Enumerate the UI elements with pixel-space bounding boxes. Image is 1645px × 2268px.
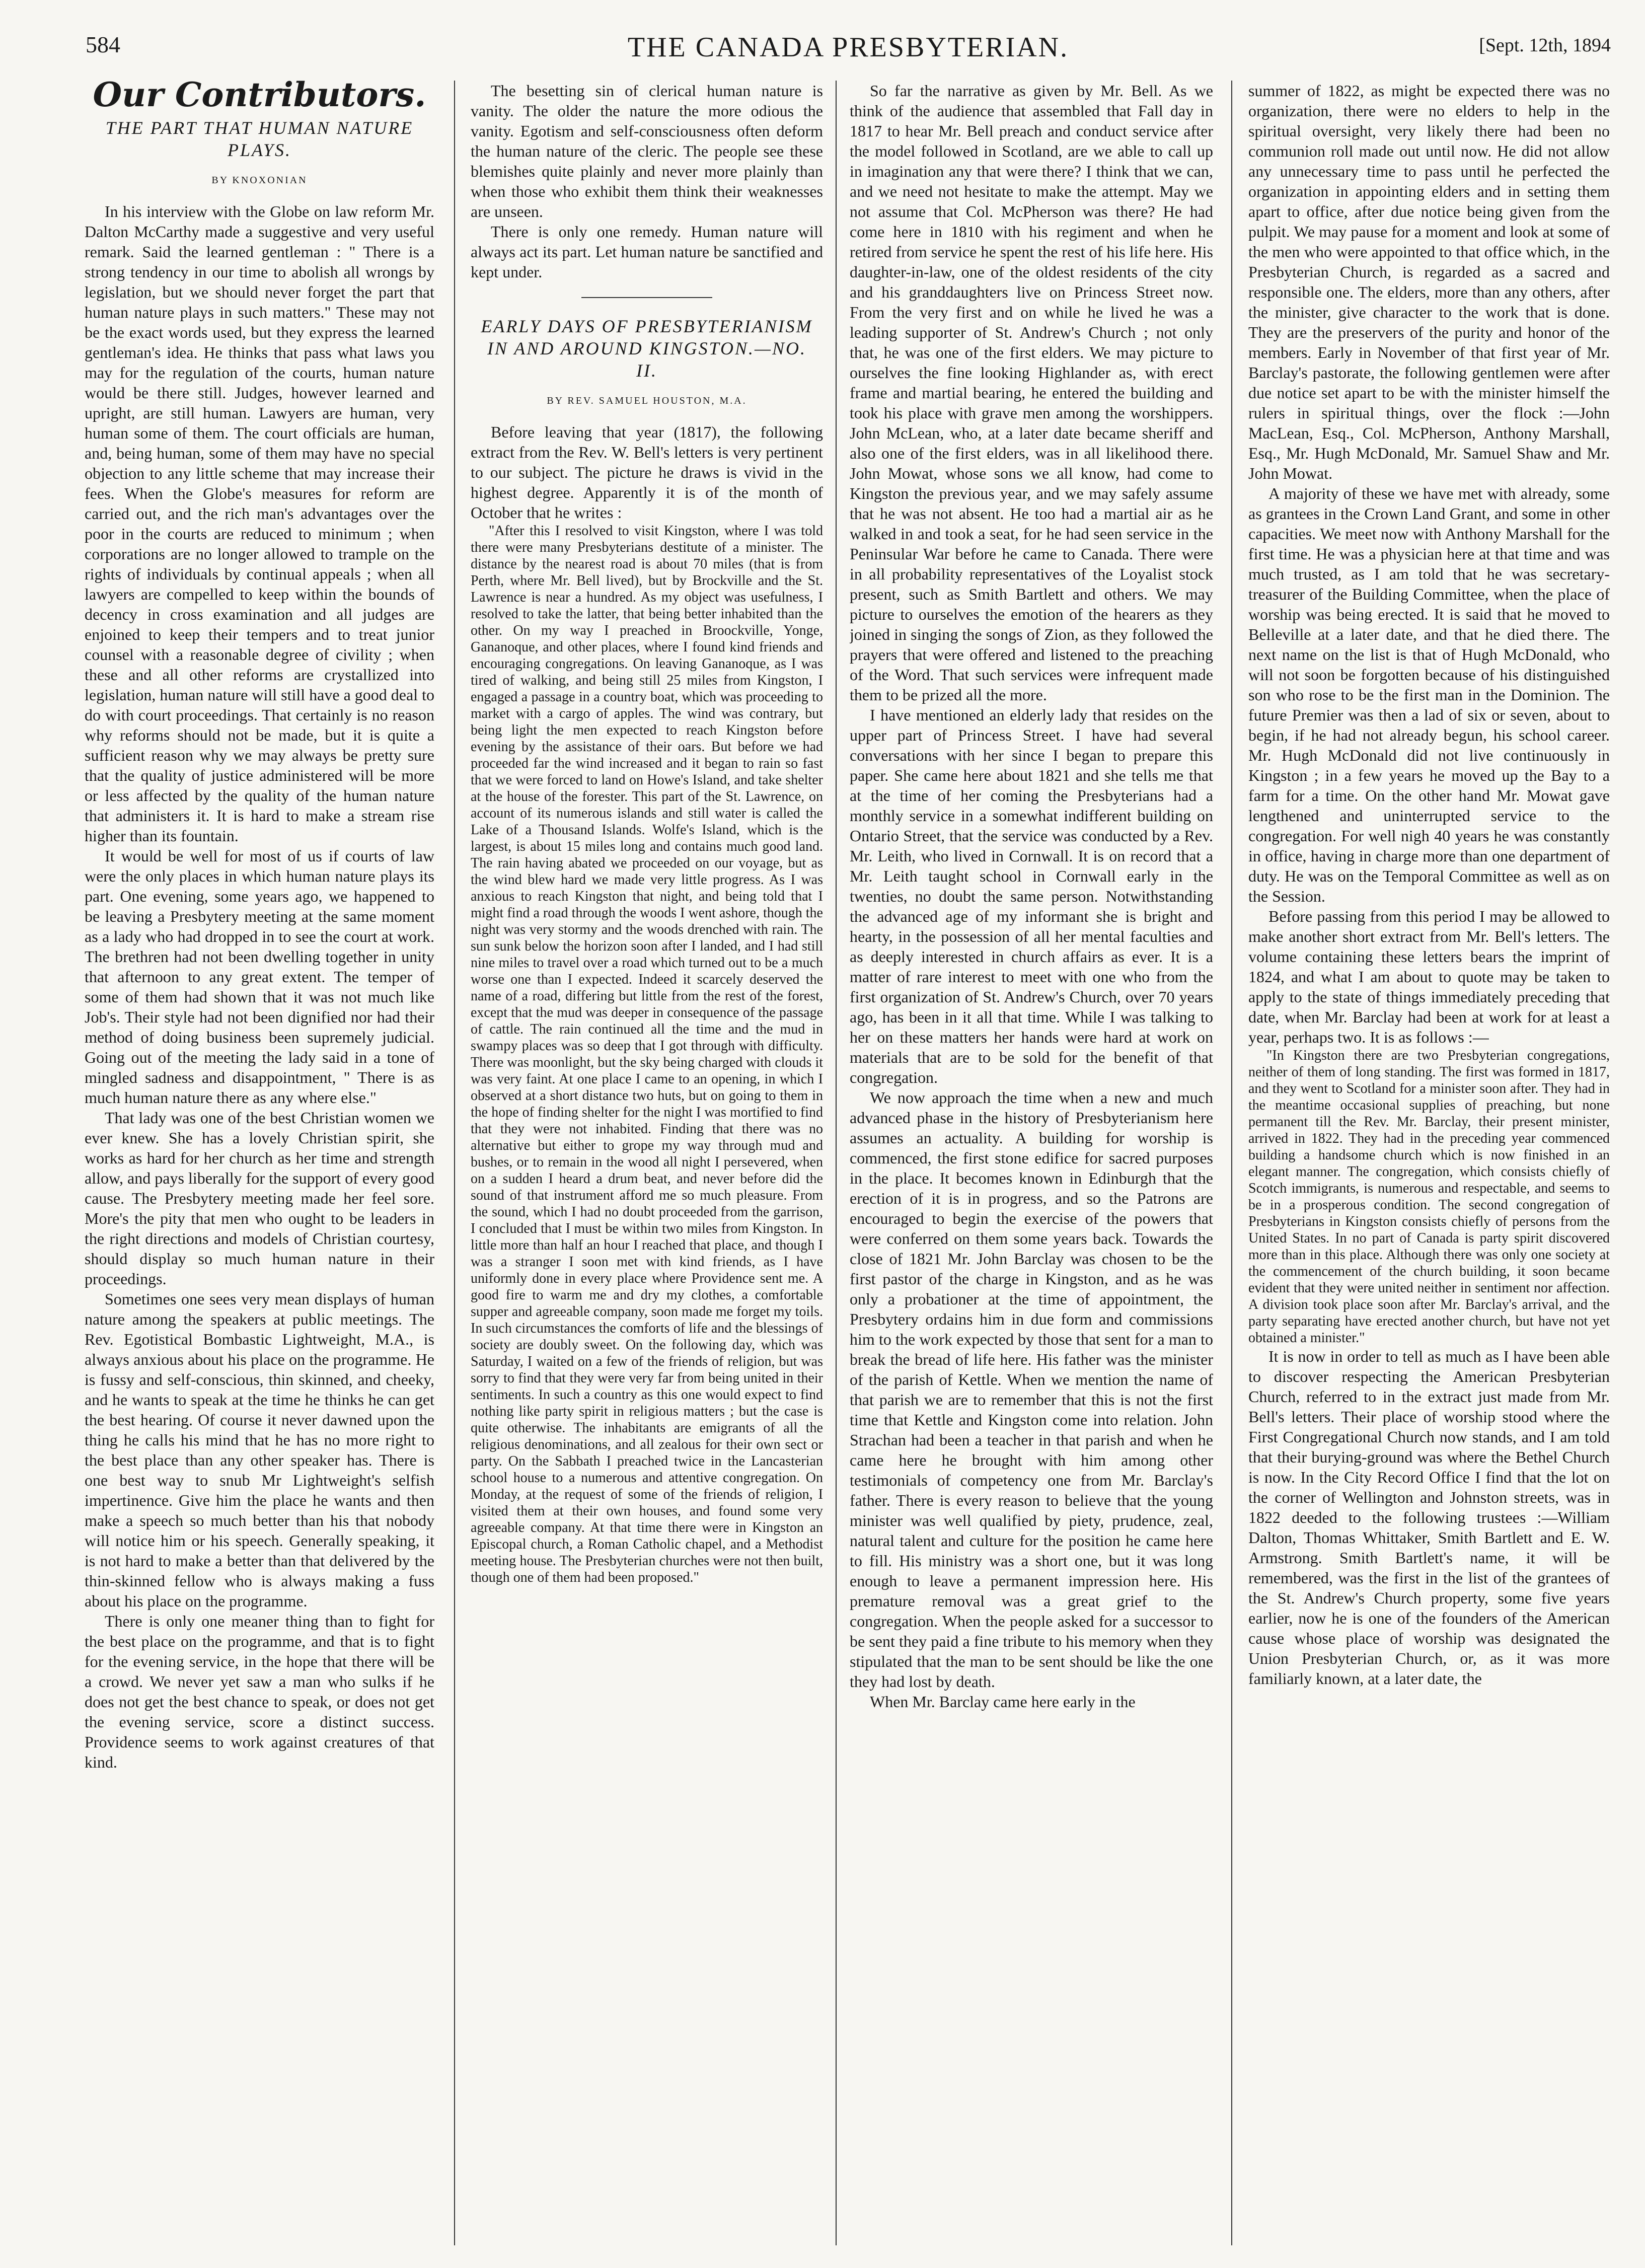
article-paragraph: That lady was one of the best Christian women we ever knew. She has a lovely Christian spirit, she works as hard for her church as her time and strength allow, and pays liberally for the support of every good cause. The Presbytery meeting made her feel sore. More's the pity that men who ought to be leaders in the right directions and models of Christian courtesy, should display so much human nature in their proceedings. — [85, 1109, 434, 1288]
article-separator — [581, 297, 712, 298]
column-divider — [836, 81, 837, 2245]
article-paragraph: It is now in order to tell as much as I have been able to discover respecting the American Presbyterian Church, referred to in the extract just made from Mr. Bell's letters. Their place of worship stood where the First Congregational Church now stands, and I am told that their burying-ground was where the Bethel Church is now. In the City Record Office I find that the lot on the corner of Wellington and Johnston streets, was in 1822 deeded to the following trustees :—William Dalton, Thomas Whittaker, Smith Bartlett and E. W. Armstrong. Smith Bartlett's name, it will be remembered, was the first in the list of the grantees of the St. Andrew's Church property, some five years earlier, now he is one of the founders of the American cause whose place of worship was designated the Union Presbyterian Church, or, as it was more familiarly known, at a later date, the — [1248, 1347, 1610, 1688]
page-number: 584 — [86, 32, 120, 57]
section-title: Our Contributors. — [93, 81, 426, 114]
column-1 — [85, 81, 434, 2245]
article-paragraph: When Mr. Barclay came here early in the — [870, 1693, 1136, 1711]
column-divider — [1231, 81, 1232, 2245]
article-paragraph: In his interview with the Globe on law reform Mr. Dalton McCarthy made a suggestive and very useful remark. Said the learned gentleman : " There is a strong tendency in our time to abolish all wrongs by legislation, but we should never forget the part that human nature plays in such matters." These may not be the exact words used, but they express the learned gentleman's idea. He thinks that pass what laws you may for the regulation of the courts, human nature would be there still. Judges, however learned and upright, are still human. Lawyers are human, very human some of them. The court officials are human, and, being human, some of them may have no special objection to any little scheme that may increase their fees. When the Globe's measures for reform are carried out, and the rich man's advantages over the poor in the courts are reduced to minimum ; when corporations are no longer allowed to trample on the rights of individuals by continual appeals ; when all lawyers are compelled to keep within the bounds of decency in cross examination and all judges are enjoined to keep their tempers and to treat junior counsel with a reasonable degree of civility ; when these and all other reforms are crystallized into legislation, human nature will still have a good deal to do with court proceedings. That certainly is no reason why reforms should not be made, but it is quite a sufficient reason why we may always be pretty sure that the quality of justice administered will be more or less affected by the quality of the human nature that administers it. It is hard to make a stream rise higher than its fountain. — [85, 202, 434, 845]
article-paragraph: I have mentioned an elderly lady that resides on the upper part of Princess Street. I have had several conversations with her since I began to prepare this paper. She came here about 1821 and she tells me that at the time of her coming the Presbyterians had a monthly service in a somewhat indifferent building on Ontario Street, that the service was conducted by a Rev. Mr. Leith, who lived in Cornwall. It is on record that a Mr. Leith taught school in Cornwall early in the twenties, no doubt the same person. Notwithstanding the advanced age of my informant she is bright and hearty, in the possession of all her mental faculties and as deeply interested in church affairs as ever. It is a matter of rare interest to meet with one who from the first organization of St. Andrew's Church, over 70 years ago, has been in it all that time. While I was talking to her on these matters her hands were hard at work on materials that are to be sold for the benefit of that congregation. — [850, 706, 1213, 1086]
letter-extract: "After this I resolved to visit Kingston, where I was told there were many Presbyterians destitute of a minister. The distance by the nearest road is about 70 miles (that is from Perth, where Mr. Bell lived), but by Brockville and the St. Lawrence is near a hundred. As my object was usefulness, I resolved to take the latter, that being better inhabited than the other. On my way I preached in Broockville, Yonge, Gananoque, and other places, where I found kind friends and encouraging congregations. On leaving Gananoque, as I was tired of walking, and being still 25 miles from Kingston, I engaged a passage in a country boat, which was proceeding to market with a cargo of apples. The wind was contrary, but being light the men expected to reach Kingston before evening by the assistance of their oars. But before we had proceeded far the wind increased and it began to rain so fast that we were forced to land on Howe's Island, and take shelter at the house of the forester. This part of the St. Lawrence, on account of its numerous islands and still water is called the Lake of a Thousand Islands. Wolfe's Island, which is the largest, is about 15 miles long and contains much good land. The rain having abated we proceeded on our voyage, but as the wind blew hard we made very little progress. As I was anxious to reach Kingston that night, and being told that I might find a road through the woods I went ashore, though the night was very stormy and the woods drenched with rain. The sun sunk below the horizon soon after I landed, and I had still nine miles to travel over a road which turned out to be a much worse one than I expected. Indeed it scarcely deserved the name of a road, differing but little from the rest of the forest, except that the mud was deeper in consequence of the passage of cattle. The rain continued all the time and the mud in swampy places was so deep that I got through with difficulty. There was moonlight, but the sky being charged with clouds it was very faint. At one place I came to an opening, in which I observed at a short distance two huts, but on going to them in the hope of finding shelter for the night I was mortified to find that they were not inhabited. Finding that there was no alternative but either to grope my way through mud and bushes, or to remain in the wood all night I persevered, when on a sudden I heard a drum beat, and never before did the sound of that instrument afford me so much pleasure. From the sound, which I had no doubt proceeded from the garrison, I concluded that I must be within two miles from Kingston. In little more than half an hour I reached that place, and though I was a stranger I soon met with kind friends, as I have uniformly done in every place where Providence sent me. A good fire to warm me and dry my clothes, a comfortable supper and agreeable company, soon made me forget my toils. In such circumstances the comforts of life and the blessings of society are doubly sweet. On the following day, which was Saturday, I waited on a few of the friends of religion, but was sorry to find that they were very far from being united in their sentiments. In such a country as this one would expect to find nothing like party spirit in religious matters ; but the case is quite otherwise. The inhabitants are emigrants of all the religious denominations, and all zealous for their own sect or party. On the Sabbath I preached twice in the Lancasterian school house to a numerous and attentive congregation. On Monday, at the request of some of the friends of religion, I visited them at their own houses, and found some very agreeable company. At that time there were in Kingston an Episcopal church, a Roman Catholic chapel, and a Methodist meeting house. The Presbyterian churches were not then built, though one of them had been proposed." — [471, 523, 823, 1585]
article-paragraph: Sometimes one sees very mean displays of human nature among the speakers at public meetings. The Rev. Egotistical Bombastic Lightweight, M.A., is always anxious about his place on the programme. He is fussy and self-conscious, thin skinned, and cheeky, and he wants to speak at the time he thinks he can get the best hearing. Of course it never dawned upon the thing he calls his mind that he has no more right to the best place than any other speaker has. There is one best way to snub Mr Lightweight's selfish impertinence. Give him the place he wants and then make a speech so much better than his that nobody will notice him or his speech. Generally speaking, it is not hard to make a better than that delivered by the thin-skinned fellow who is always making a fuss about his place on the programme. — [85, 1290, 434, 1610]
article-paragraph: We now approach the time when a new and much advanced phase in the history of Presbyterianism here assumes an actuality. A building for worship is commenced, the first stone edifice for sacred purposes in the place. It becomes known in Edinburgh that the erection of it is in progress, and so the Patrons are encouraged to begin the exercise of the powers that were conferred on them some years back. Towards the close of 1821 Mr. John Barclay was chosen to be the first pastor of the charge in Kingston, and as he was only a probationer at the time of appointment, the Presbytery ordains him in due form and commissions him to the work expected by those that sent for a man to break the bread of life here. His father was the minister of the parish of Kettle. When we mention the name of that parish we are to remember that this is not the first time that Kettle and Kingston come into relation. John Strachan had been a teacher in that parish and when he came here he brought with him among other testimonials of competency one from Mr. Barclay's father. There is every reason to believe that the young minister was well qualified by piety, prudence, zeal, natural talent and culture for the position he came here to fill. His ministry was a short one, but it was long enough to leave a permanent impression here. His premature removal was a great grief to the congregation. When the people asked for a successor to be sent they paid a fine tribute to his memory when they stipulated that the man to be sent should be like the one they had lost by death. — [850, 1088, 1213, 1691]
article-paragraph: There is only one meaner thing than to fight for the best place on the programme, and that is to fight for the evening service, in the hope that there will be a crowd. We never yet saw a man who sulks if he does not get the best chance to speak, or does not get the evening service, score a distinct success. Providence seems to work against creatures of that kind. — [85, 1612, 434, 1771]
article-byline: BY REV. SAMUEL HOUSTON, M.A. — [547, 395, 747, 406]
issue-date: [Sept. 12th, 1894 — [1479, 35, 1611, 56]
column-divider — [454, 81, 455, 2245]
column-2 — [471, 81, 823, 2245]
publication-title: THE CANADA PRESBYTERIAN. — [627, 32, 1069, 63]
article-paragraph: Before passing from this period I may be allowed to make another short extract from Mr. Bell's letters. The volume containing these letters bears the imprint of 1824, and what I am about to quote may be taken to apply to the state of things immediately preceding that date, when Mr. Barclay had been at work for at least a year, perhaps two. It is as follows :— — [1248, 907, 1610, 1046]
letter-extract: "In Kingston there are two Presbyterian congregations, neither of them of long standing. The first was formed in 1817, and they went to Scotland for a minister soon after. They had in the meantime occasional supplies of preaching, but none permanent till the Rev. Mr. Barclay, their present minister, arrived in 1822. They had in the preceding year commenced building a handsome church which is now finished in an elegant manner. The congregation, which consists chiefly of Scotch immigrants, is numerous and respectable, and seems to be in a prosperous condition. The second congregation of Presbyterians in Kingston consists chiefly of persons from the United States. In no part of Canada is party spirit discovered more than in this place. Although there was only one society at the commencement of the church building, it soon became evident that they were united neither in sentiment nor affection. A division took place soon after Mr. Barclay's arrival, and the party separating have erected another church, but have not yet obtained a minister." — [1248, 1048, 1610, 1346]
column-4 — [1248, 81, 1610, 2245]
article-title: THE PART THAT HUMAN NATURE PLAYS. — [105, 118, 414, 160]
article-byline: BY KNOXONIAN — [211, 175, 308, 186]
article-paragraph: The besetting sin of clerical human nature is vanity. The older the nature the more odious the vanity. Egotism and self-consciousness often deform the human nature of the cleric. The people see these blemishes quite plainly and never more plainly than when those who exhibit them think their weaknesses are unseen. — [471, 82, 823, 221]
article-title: EARLY DAYS OF PRESBYTERIANISM IN AND AROUND KINGSTON.—NO. II. — [481, 316, 813, 381]
article-paragraph: There is only one remedy. Human nature will always act its part. Let human nature be sanctified and kept under. — [471, 223, 823, 281]
article-paragraph: It would be well for most of us if courts of law were the only places in which human nature plays its part. One evening, some years ago, we happened to be leaving a Presbytery meeting at the same moment as a lady who had dropped in to see the court at work. The brethren had not been dwelling together in unity that afternoon to any great extent. The temper of some of them had shown that it was not much like Job's. Their style had not been dignified nor had their method of doing business been supremely judicial. Going out of the meeting the lady said in a tone of mingled sadness and disappointment, " There is as much human nature there as any where else." — [85, 847, 434, 1107]
article-paragraph: So far the narrative as given by Mr. Bell. As we think of the audience that assembled that Fall day in 1817 to hear Mr. Bell preach and conduct service after the model followed in Scotland, are we able to call up in imagination any that were there? I think that we can, and we need not hesitate to make the attempt. May we not assume that Col. McPherson was there? He had come here in 1810 with his regiment and when he retired from service he spent the rest of his life here. His daughter-in-law, one of the oldest residents of the city and his granddaughters live on Princess Street now. From the very first and on while he lived he was a leading supporter of St. Andrew's Church ; not only that, he was one of the first elders. We may picture to ourselves the fine looking Highlander as, with erect frame and martial bearing, he entered the building and took his place with grave men among the worshippers. John McLean, who, at a later date became sheriff and also one of the first elders, was in all likelihood there. John Mowat, whose sons we all know, had come to Kingston the previous year, and we may safely assume that he was not absent. He too had a martial air as he walked in and took a seat, for he had seen service in the Peninsular War before he came to Canada. There were in all probability representatives of the Loyalist stock present, such as Smith Bartlett and others. We may picture to ourselves the emotion of the hearers as they joined in singing the songs of Zion, as they followed the prayers that were offered and listened to the preaching of the Word. That such services were infrequent made them to be prized all the more. — [850, 82, 1213, 704]
column-3 — [850, 81, 1213, 2245]
article-paragraph: Before leaving that year (1817), the following extract from the Rev. W. Bell's letters is very pertinent to our subject. The picture he draws is vivid in the highest degree. Apparently it is of the month of October that he writes : — [471, 423, 823, 522]
page-header — [86, 31, 1611, 66]
article-paragraph: A majority of these we have met with already, some as grantees in the Crown Land Grant, and some in other capacities. We meet now with Anthony Marshall for the first time. He was a physician here at that time and was much trusted, as I am told that he was secretary-treasurer of the Building Committee, when the place of worship was being erected. It is said that he moved to Belleville at a later date, and that he died there. The next name on the list is that of Hugh McDonald, who will not soon be forgotten because of his distinguished son who rose to be the first man in the Dominion. The future Premier was then a lad of six or seven, about to begin, if he had not already begun, his school career. Mr. Hugh McDonald did not live continuously in Kingston ; in a few years he moved up the Bay to a farm for a time. On the other hand Mr. Mowat gave lengthened and uninterrupted service to the congregation. For well nigh 40 years he was constantly in office, having in charge more than one department of duty. He was on the Temporal Committee as well as on the Session. — [1248, 484, 1610, 905]
article-paragraph: summer of 1822, as might be expected there was no organization, there were no elders to help in the spiritual oversight, very likely there had been no communion roll made out until now. He did not allow any unnecessary time to pass until he perfected the organization in appointing elders and in setting them apart to office, after due notice being given from the pulpit. We may pause for a moment and look at some of the men who were appointed to that office which, in the Presbyterian Church, is regarded as a sacred and responsible one. The elders, more than any others, after the minister, give character to the work that is done. They are the preservers of the purity and honor of the members. Early in November of that first year of Mr. Barclay's pastorate, the following gentlemen were after due notice set apart to be with the minister himself the rulers in spiritual things, over the flock :—John MacLean, Esq., Col. McPherson, Anthony Marshall, Esq., Mr. Hugh McDonald, Mr. Samuel Shaw and Mr. John Mowat. — [1248, 82, 1610, 482]
